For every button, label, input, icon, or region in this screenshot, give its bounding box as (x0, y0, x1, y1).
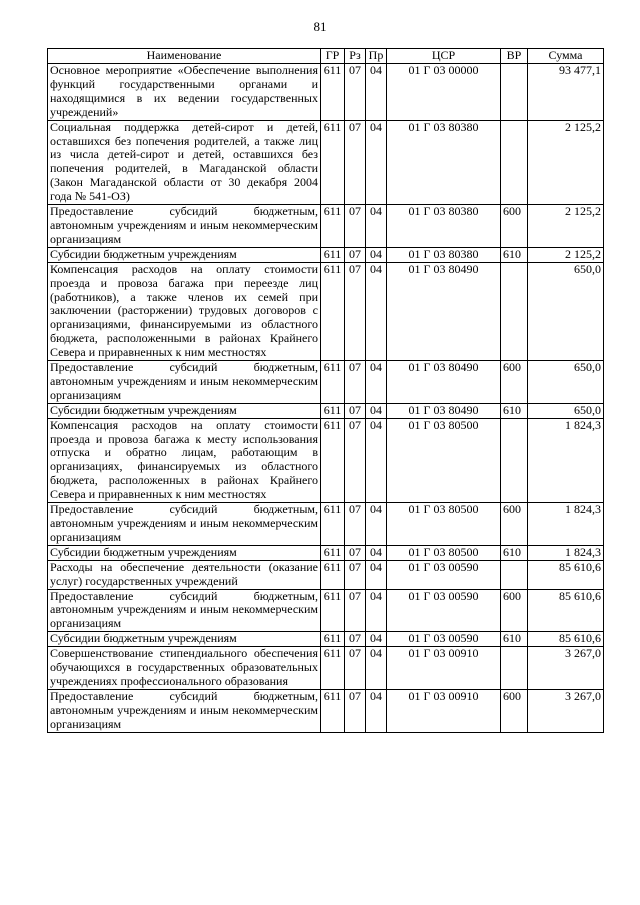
cell-name: Основное мероприятие «Обеспечение выполнения функций государственными органами и находящимися в их ведении государственных учреждений» (48, 64, 321, 121)
cell-vr (501, 262, 528, 360)
cell-gr: 611 (321, 418, 345, 502)
cell-sum: 85 610,6 (528, 560, 604, 589)
cell-pr: 04 (366, 560, 387, 589)
table-row (48, 503, 604, 546)
cell-rz: 07 (345, 247, 366, 262)
cell-vr: 610 (501, 247, 528, 262)
cell-vr: 600 (501, 503, 528, 546)
cell-rz: 07 (345, 545, 366, 560)
cell-rz: 07 (345, 689, 366, 732)
cell-name: Компенсация расходов на оплату стоимости проезда и провоза багажа к месту использования отпуска и обратно лицам, работающим в организациях, финансируемых из областного бюджета, расположенных в районах Крайнего Севера и приравненных к ним местностях (48, 418, 321, 502)
cell-pr: 04 (366, 632, 387, 647)
table-row (48, 589, 604, 632)
cell-rz: 07 (345, 418, 366, 502)
cell-name: Совершенствование стипендиального обеспечения обучающихся в государственных образовательных учреждениях профессионального образования (48, 647, 321, 690)
cell-csr: 01 Г 03 00590 (387, 632, 501, 647)
cell-pr: 04 (366, 503, 387, 546)
cell-sum: 2 125,2 (528, 120, 604, 204)
table-header-row (48, 49, 604, 64)
cell-pr: 04 (366, 545, 387, 560)
cell-name: Предоставление субсидий бюджетным, автономным учреждениям и иным некоммерческим организациям (48, 589, 321, 632)
cell-vr: 600 (501, 589, 528, 632)
cell-gr: 611 (321, 647, 345, 690)
cell-gr: 611 (321, 589, 345, 632)
cell-sum: 3 267,0 (528, 647, 604, 690)
cell-csr: 01 Г 03 80500 (387, 418, 501, 502)
cell-gr: 611 (321, 361, 345, 404)
table-row (48, 560, 604, 589)
cell-rz: 07 (345, 403, 366, 418)
cell-pr: 04 (366, 262, 387, 360)
cell-pr: 04 (366, 64, 387, 121)
table-row (48, 262, 604, 360)
cell-csr: 01 Г 03 80380 (387, 205, 501, 248)
cell-csr: 01 Г 03 00000 (387, 64, 501, 121)
cell-csr: 01 Г 03 00910 (387, 689, 501, 732)
cell-csr: 01 Г 03 00910 (387, 647, 501, 690)
cell-name: Расходы на обеспечение деятельности (оказание услуг) государственных учреждений (48, 560, 321, 589)
cell-gr: 611 (321, 247, 345, 262)
cell-gr: 611 (321, 545, 345, 560)
cell-vr: 600 (501, 205, 528, 248)
table-row (48, 689, 604, 732)
cell-pr: 04 (366, 647, 387, 690)
cell-sum: 650,0 (528, 403, 604, 418)
cell-sum: 85 610,6 (528, 589, 604, 632)
cell-vr (501, 64, 528, 121)
cell-rz: 07 (345, 503, 366, 546)
cell-name: Субсидии бюджетным учреждениям (48, 632, 321, 647)
cell-gr: 611 (321, 632, 345, 647)
cell-vr: 600 (501, 361, 528, 404)
cell-name: Предоставление субсидий бюджетным, автономным учреждениям и иным некоммерческим организациям (48, 205, 321, 248)
cell-pr: 04 (366, 120, 387, 204)
cell-sum: 1 824,3 (528, 418, 604, 502)
cell-name: Социальная поддержка детей-сирот и детей, оставшихся без попечения родителей, а также лиц из числа детей-сирот и детей, оставшихся без попечения родителей, в Магаданской области (Закон Магаданской области от 30 декабря 2004 года № 541-ОЗ) (48, 120, 321, 204)
page-number: 81 (313, 19, 327, 34)
cell-vr: 610 (501, 545, 528, 560)
cell-csr: 01 Г 03 00590 (387, 589, 501, 632)
cell-gr: 611 (321, 120, 345, 204)
cell-sum: 2 125,2 (528, 247, 604, 262)
cell-csr: 01 Г 03 80490 (387, 403, 501, 418)
table-row (48, 247, 604, 262)
cell-rz: 07 (345, 647, 366, 690)
cell-csr: 01 Г 03 80380 (387, 120, 501, 204)
cell-sum: 650,0 (528, 361, 604, 404)
cell-sum: 3 267,0 (528, 689, 604, 732)
cell-csr: 01 Г 03 80490 (387, 262, 501, 360)
cell-vr: 600 (501, 689, 528, 732)
cell-rz: 07 (345, 64, 366, 121)
cell-gr: 611 (321, 262, 345, 360)
cell-gr: 611 (321, 205, 345, 248)
cell-rz: 07 (345, 262, 366, 360)
table-row (48, 418, 604, 502)
cell-name: Предоставление субсидий бюджетным, автономным учреждениям и иным некоммерческим организациям (48, 689, 321, 732)
header-rz: Рз (345, 49, 366, 64)
header-sum: Сумма (528, 49, 604, 64)
cell-name: Предоставление субсидий бюджетным, автономным учреждениям и иным некоммерческим организациям (48, 503, 321, 546)
cell-vr (501, 120, 528, 204)
cell-name: Субсидии бюджетным учреждениям (48, 247, 321, 262)
cell-rz: 07 (345, 361, 366, 404)
cell-gr: 611 (321, 689, 345, 732)
header-vr: ВР (501, 49, 528, 64)
cell-sum: 85 610,6 (528, 632, 604, 647)
cell-pr: 04 (366, 361, 387, 404)
cell-gr: 611 (321, 560, 345, 589)
cell-name: Предоставление субсидий бюджетным, автономным учреждениям и иным некоммерческим организациям (48, 361, 321, 404)
cell-gr: 611 (321, 64, 345, 121)
cell-csr: 01 Г 03 80500 (387, 545, 501, 560)
cell-gr: 611 (321, 503, 345, 546)
cell-sum: 2 125,2 (528, 205, 604, 248)
cell-vr: 610 (501, 403, 528, 418)
cell-vr (501, 560, 528, 589)
header-name: Наименование (48, 49, 321, 64)
cell-rz: 07 (345, 120, 366, 204)
cell-pr: 04 (366, 205, 387, 248)
cell-name: Компенсация расходов на оплату стоимости проезда и провоза багажа при переезде лиц (работников), а также членов их семей при заключении (расторжении) трудовых договоров с организациями, финансируемыми из областного бюджета, расположенными в районах Крайнего Севера и приравненных к ним местностях (48, 262, 321, 360)
table-row (48, 64, 604, 121)
cell-rz: 07 (345, 560, 366, 589)
cell-pr: 04 (366, 247, 387, 262)
cell-sum: 93 477,1 (528, 64, 604, 121)
cell-pr: 04 (366, 418, 387, 502)
table-row (48, 205, 604, 248)
cell-csr: 01 Г 03 80500 (387, 503, 501, 546)
cell-pr: 04 (366, 403, 387, 418)
cell-sum: 1 824,3 (528, 545, 604, 560)
cell-vr: 610 (501, 632, 528, 647)
cell-gr: 611 (321, 403, 345, 418)
header-csr: ЦСР (387, 49, 501, 64)
table-row (48, 545, 604, 560)
cell-rz: 07 (345, 205, 366, 248)
table-row (48, 361, 604, 404)
cell-pr: 04 (366, 689, 387, 732)
cell-pr: 04 (366, 589, 387, 632)
cell-csr: 01 Г 03 00590 (387, 560, 501, 589)
cell-name: Субсидии бюджетным учреждениям (48, 545, 321, 560)
table-row (48, 632, 604, 647)
cell-vr (501, 647, 528, 690)
header-gr: ГР (321, 49, 345, 64)
cell-sum: 650,0 (528, 262, 604, 360)
cell-rz: 07 (345, 589, 366, 632)
table-row (48, 120, 604, 204)
table-row (48, 647, 604, 690)
cell-sum: 1 824,3 (528, 503, 604, 546)
budget-table (47, 48, 604, 733)
cell-csr: 01 Г 03 80490 (387, 361, 501, 404)
cell-name: Субсидии бюджетным учреждениям (48, 403, 321, 418)
cell-rz: 07 (345, 632, 366, 647)
header-pr: Пр (366, 49, 387, 64)
cell-csr: 01 Г 03 80380 (387, 247, 501, 262)
cell-vr (501, 418, 528, 502)
table-row (48, 403, 604, 418)
